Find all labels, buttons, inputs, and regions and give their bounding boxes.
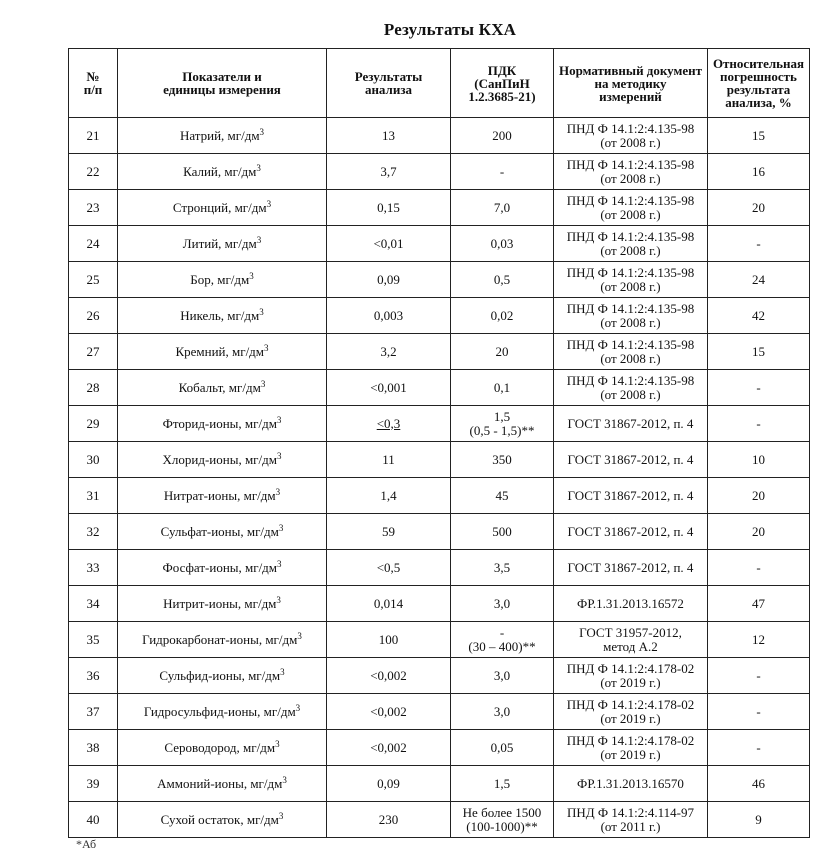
result-text: 0,09 [377,271,400,287]
pdk-value [451,298,554,334]
document-line: ФР.1.31.2013.16570 [577,775,684,791]
table-row [69,766,810,802]
pdk-value [451,694,554,730]
result-text: 0,014 [373,595,404,611]
document-line: (от 2008 г.) [600,350,661,366]
relative-error: 20 [708,190,810,226]
result-text: 0,15 [377,199,400,215]
table-row [69,514,810,550]
document-line: (от 2008 г.) [600,386,661,402]
document-line: ГОСТ 31867-2012, п. 4 [567,523,694,539]
results-table [68,48,810,838]
pdk-value [451,262,554,298]
pdk-value [451,766,554,802]
row-number: 35 [69,622,118,658]
indicator-label: Нитрат-ионы, мг/дм [163,487,276,503]
unit-superscript: 3 [276,414,282,425]
indicator-label: Кобальт, мг/дм [178,379,261,395]
relative-error: 20 [708,478,810,514]
table-row [69,406,810,442]
indicator-name [118,694,327,730]
pdk-value [451,190,554,226]
normative-document [554,118,708,154]
result-value [327,226,451,262]
indicator-label: Хлорид-ионы, мг/дм [162,451,277,467]
document-line: ПНД Ф 14.1:2:4.135-98 [566,264,695,280]
pdk-line: 0,5 [493,271,511,287]
table-header-row [69,49,810,118]
row-number: 24 [69,226,118,262]
row-number: 33 [69,550,118,586]
row-number: 22 [69,154,118,190]
table-row [69,334,810,370]
header-pdk: ПДК (СанПиН 1.2.3685-21) [451,49,554,118]
relative-error: - [708,406,810,442]
indicator-label: Сульфат-ионы, мг/дм [160,523,279,539]
unit-superscript: 3 [277,558,282,569]
row-number: 34 [69,586,118,622]
indicator-name [118,406,327,442]
indicator-label: Сульфид-ионы, мг/дм [159,667,281,683]
header-result: Результаты анализа [327,49,451,118]
document-line: ПНД Ф 14.1:2:4.135-98 [566,192,695,208]
unit-superscript: 3 [275,486,281,497]
unit-superscript: 3 [275,738,280,749]
pdk-line: 3,0 [493,703,511,719]
header-num: № п/п [69,49,118,118]
indicator-label: Кремний, мг/дм [175,343,265,359]
pdk-value [451,514,554,550]
indicator-name [118,766,327,802]
result-value [327,622,451,658]
unit-superscript: 3 [295,702,301,713]
table-row [69,190,810,226]
row-number: 30 [69,442,118,478]
indicator-name [118,334,327,370]
normative-document [554,766,708,802]
table-row [69,694,810,730]
document-line: (от 2019 г.) [600,746,661,762]
document-line: ПНД Ф 14.1:2:4.135-98 [566,336,695,352]
normative-document [554,550,708,586]
pdk-value [451,802,554,838]
row-number: 25 [69,262,118,298]
pdk-line: 0,02 [490,307,514,323]
pdk-line: 1,5 [493,408,511,424]
pdk-line: Не более 1500 [462,804,542,820]
normative-document [554,658,708,694]
pdk-line: 3,0 [493,595,511,611]
result-text: 3,7 [380,163,397,179]
result-value [327,514,451,550]
table-row [69,298,810,334]
relative-error: - [708,370,810,406]
row-number: 26 [69,298,118,334]
pdk-line: 0,1 [493,379,511,395]
relative-error: 15 [708,118,810,154]
document-line: (от 2019 г.) [600,674,661,690]
pdk-value [451,442,554,478]
pdk-line: 3,5 [493,559,511,575]
unit-superscript: 3 [259,306,264,317]
unit-superscript: 3 [256,234,262,245]
relative-error: 12 [708,622,810,658]
result-value [327,370,451,406]
pdk-value [451,226,554,262]
result-text: 13 [382,127,395,143]
pdk-line: 0,05 [490,739,514,755]
document-line: ПНД Ф 14.1:2:4.114-97 [567,804,694,820]
result-text: 0,003 [373,307,404,323]
normative-document [554,226,708,262]
relative-error: 15 [708,334,810,370]
pdk-value [451,622,554,658]
indicator-name [118,802,327,838]
indicator-name [118,442,327,478]
result-text: <0,5 [376,559,401,575]
table-row [69,226,810,262]
document-line: ГОСТ 31867-2012, п. 4 [567,559,694,575]
row-number: 36 [69,658,118,694]
footnote-partial: *Аб [76,837,97,851]
pdk-line: 200 [492,127,512,143]
relative-error: - [708,226,810,262]
result-text: <0,3 [376,415,401,431]
indicator-name [118,154,327,190]
pdk-value [451,730,554,766]
pdk-value [451,154,554,190]
table-row [69,550,810,586]
pdk-value [451,406,554,442]
indicator-label: Фторид-ионы, мг/дм [162,415,277,431]
unit-superscript: 3 [276,450,282,461]
indicator-name [118,370,327,406]
normative-document [554,694,708,730]
relative-error: 10 [708,442,810,478]
unit-superscript: 3 [256,162,261,173]
table-row [69,442,810,478]
document-line: метод А.2 [603,638,658,654]
result-text: 230 [378,811,399,827]
indicator-label: Сухой остаток, мг/дм [160,811,279,827]
result-value [327,154,451,190]
pdk-value [451,550,554,586]
result-text: 59 [382,523,395,539]
normative-document [554,478,708,514]
result-text: <0,002 [370,739,407,755]
document-line: ГОСТ 31867-2012, п. 4 [567,415,694,431]
result-text: 3,2 [380,343,397,359]
document-line: ПНД Ф 14.1:2:4.135-98 [566,156,695,172]
result-value [327,118,451,154]
normative-document [554,370,708,406]
row-number: 32 [69,514,118,550]
relative-error: - [708,730,810,766]
indicator-label: Фосфат-ионы, мг/дм [162,559,278,575]
result-text: 1,4 [380,487,397,503]
document-line: ГОСТ 31867-2012, п. 4 [567,451,694,467]
header-doc: Нормативный документ на методику измерений [554,49,708,118]
normative-document [554,622,708,658]
normative-document [554,154,708,190]
indicator-name [118,298,327,334]
result-value [327,550,451,586]
indicator-name [118,118,327,154]
indicator-label: Литий, мг/дм [182,235,257,251]
row-number: 31 [69,478,118,514]
row-number: 21 [69,118,118,154]
result-value [327,802,451,838]
row-number: 27 [69,334,118,370]
row-number: 38 [69,730,118,766]
document-line: ПНД Ф 14.1:2:4.178-02 [566,696,695,712]
table-row [69,370,810,406]
unit-superscript: 3 [266,198,272,209]
result-value [327,298,451,334]
unit-superscript: 3 [282,774,287,785]
pdk-line: (100-1000)** [466,818,538,834]
relative-error: - [708,550,810,586]
indicator-label: Бор, мг/дм [190,271,250,287]
result-value [327,190,451,226]
pdk-line: 0,03 [490,235,514,251]
row-number: 39 [69,766,118,802]
unit-superscript: 3 [249,270,254,281]
indicator-name [118,190,327,226]
result-text: 0,09 [377,775,400,791]
row-number: 28 [69,370,118,406]
result-value [327,334,451,370]
result-text: <0,001 [370,379,407,395]
table-row [69,118,810,154]
indicator-name [118,478,327,514]
document-line: (от 2008 г.) [600,242,661,258]
normative-document [554,190,708,226]
relative-error: 42 [708,298,810,334]
unit-superscript: 3 [278,810,284,821]
document-line: (от 2008 г.) [600,314,661,330]
pdk-line: 1,5 [493,775,511,791]
header-indicator: Показатели и единицы измерения [118,49,327,118]
document-line: (от 2008 г.) [600,278,661,294]
indicator-label: Натрий, мг/дм [179,127,260,143]
row-number: 37 [69,694,118,730]
result-value [327,586,451,622]
pdk-value [451,334,554,370]
pdk-line: - [499,163,505,179]
row-number: 23 [69,190,118,226]
relative-error: 16 [708,154,810,190]
indicator-name [118,586,327,622]
relative-error: 20 [708,514,810,550]
pdk-line: (0,5 - 1,5)** [469,422,535,438]
document-line: ГОСТ 31867-2012, п. 4 [567,487,694,503]
result-text: <0,002 [370,667,407,683]
table-row [69,622,810,658]
normative-document [554,406,708,442]
document-line: ГОСТ 31957-2012, [579,624,682,640]
pdk-value [451,658,554,694]
relative-error: 46 [708,766,810,802]
indicator-label: Гидросульфид-ионы, мг/дм [143,703,296,719]
result-text: 100 [378,631,399,647]
result-value [327,658,451,694]
document-line: (от 2019 г.) [600,710,661,726]
indicator-name [118,226,327,262]
relative-error: 9 [708,802,810,838]
pdk-line: 350 [492,451,512,467]
indicator-label: Сероводород, мг/дм [164,739,276,755]
pdk-line: (30 – 400)** [468,638,536,654]
indicator-name [118,514,327,550]
normative-document [554,586,708,622]
pdk-value [451,586,554,622]
indicator-label: Калий, мг/дм [183,163,257,179]
result-value [327,442,451,478]
document-line: (от 2011 г.) [600,818,661,834]
document-line: (от 2008 г.) [600,170,661,186]
result-text: <0,01 [373,235,404,251]
relative-error: 24 [708,262,810,298]
indicator-name [118,550,327,586]
document-line: (от 2008 г.) [600,206,661,222]
table-row [69,586,810,622]
pdk-line: 3,0 [493,667,511,683]
relative-error: 47 [708,586,810,622]
header-error: Относительная погрешность результата анализа, % [708,49,810,118]
indicator-name [118,730,327,766]
result-value [327,694,451,730]
indicator-name [118,262,327,298]
document-line: ПНД Ф 14.1:2:4.135-98 [566,228,695,244]
document-line: ПНД Ф 14.1:2:4.178-02 [566,732,695,748]
normative-document [554,730,708,766]
pdk-line: - [499,624,505,640]
indicator-name [118,658,327,694]
result-value [327,730,451,766]
result-value [327,406,451,442]
pdk-line: 45 [495,487,509,503]
result-value [327,766,451,802]
table-row [69,658,810,694]
unit-superscript: 3 [297,630,302,641]
document-line: ПНД Ф 14.1:2:4.178-02 [566,660,695,676]
unit-superscript: 3 [259,126,265,137]
table-row [69,478,810,514]
row-number: 29 [69,406,118,442]
document-line: ФР.1.31.2013.16572 [577,595,684,611]
unit-superscript: 3 [276,594,281,605]
normative-document [554,334,708,370]
pdk-value [451,478,554,514]
normative-document [554,514,708,550]
normative-document [554,298,708,334]
table-row [69,262,810,298]
unit-superscript: 3 [260,378,266,389]
pdk-line: 500 [492,523,512,539]
relative-error: - [708,658,810,694]
normative-document [554,802,708,838]
pdk-line: 20 [495,343,509,359]
indicator-label: Гидрокарбонат-ионы, мг/дм [142,631,298,647]
unit-superscript: 3 [280,666,285,677]
document-line: ПНД Ф 14.1:2:4.135-98 [566,372,695,388]
indicator-label: Стронций, мг/дм [172,199,267,215]
table-row [69,802,810,838]
table-row [69,730,810,766]
relative-error: - [708,694,810,730]
document-line: ПНД Ф 14.1:2:4.135-98 [566,300,695,316]
normative-document [554,442,708,478]
indicator-label: Никель, мг/дм [180,307,260,323]
pdk-value [451,370,554,406]
indicator-label: Нитрит-ионы, мг/дм [163,595,277,611]
table-row [69,154,810,190]
result-value [327,262,451,298]
document-line: ПНД Ф 14.1:2:4.135-98 [566,120,695,136]
unit-superscript: 3 [278,522,284,533]
result-text: <0,002 [370,703,407,719]
indicator-label: Аммоний-ионы, мг/дм [157,775,283,791]
document-line: (от 2008 г.) [600,134,661,150]
result-text: 11 [382,451,395,467]
pdk-value [451,118,554,154]
result-value [327,478,451,514]
unit-superscript: 3 [264,342,269,353]
page-title: Результаты КХА [383,20,517,39]
row-number: 40 [69,802,118,838]
normative-document [554,262,708,298]
indicator-name [118,622,327,658]
pdk-line: 7,0 [493,199,511,215]
